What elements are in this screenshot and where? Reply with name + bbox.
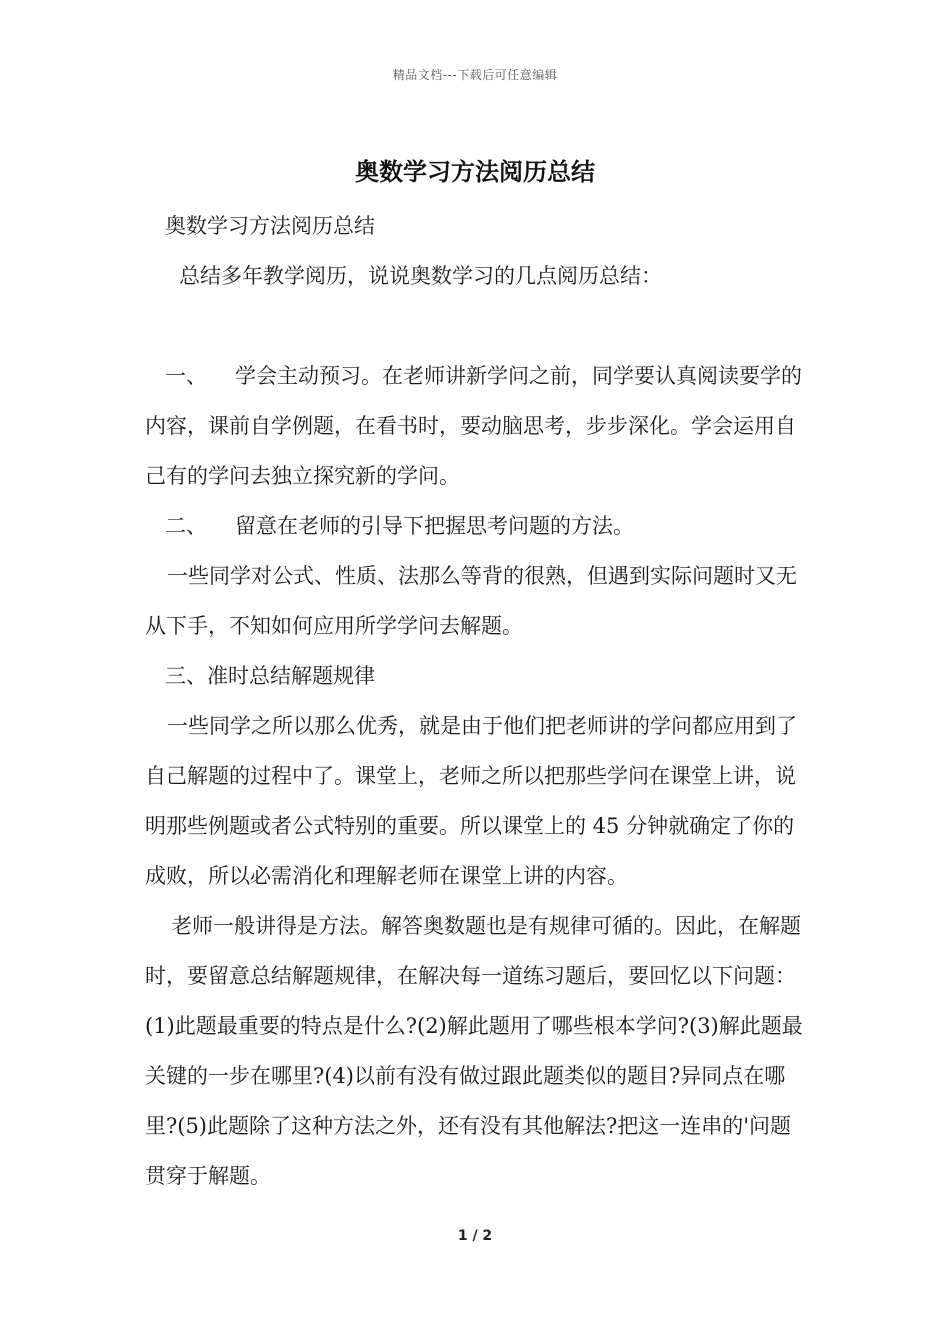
section-2-heading <box>145 501 810 551</box>
spacer <box>145 301 810 351</box>
page-header: 精品文档---下载后可任意编辑 <box>392 68 558 82</box>
page-number: 1 / 2 <box>457 1228 493 1244</box>
section-1-paragraph <box>145 351 810 501</box>
intro-paragraph: 总结多年教学阅历，说说奥数学习的几点阅历总结： <box>179 264 662 288</box>
document-title: 奥数学习方法阅历总结 <box>355 157 595 186</box>
section-3-body-1: 一些同学之所以那么优秀，就是由于他们把老师讲的学问都应用到了自己解题的过程中了。课堂上，老师之所以把那些学问在课堂上讲，说明那些例题或者公式特别的重要。所以课堂上的 45 分钟就确定了你的成败，所以必需消化和理解老师在课堂上讲的内容。 <box>145 714 797 888</box>
section-2-body: 一些同学对公式、性质、法那么等背的很熟，但遇到实际问题时又无从下手，不知如何应用所学学问去解题。 <box>145 564 797 638</box>
section-1-number: 一、 <box>165 364 207 388</box>
section-2-number: 二、 <box>165 514 207 538</box>
section-3-heading: 三、准时总结解题规律 <box>165 664 375 688</box>
document-subtitle: 奥数学习方法阅历总结 <box>165 214 375 238</box>
section-1-text: 学会主动预习。在老师讲新学问之前，同学要认真阅读要学的内容，课前自学例题，在看书时，要动脑思考，步步深化。学会运用自己有的学问去独立探究新的学问。 <box>145 364 802 488</box>
section-2-heading-text: 留意在老师的引导下把握思考问题的方法。 <box>235 514 634 538</box>
section-3-body-2: 老师一般讲得是方法。解答奥数题也是有规律可循的。因此，在解题时，要留意总结解题规律，在解决每一道练习题后，要回忆以下问题：(1)此题最重要的特点是什么?(2)解此题用了哪些根本学问?(3)解此题最关键的一步在哪里?(4)以前有没有做过跟此题类似的题目?异同点在哪里?(5)此题除了这种方法之外，还有没有其他解法?把这一连串的'问题贯穿于解题。 <box>145 914 803 1188</box>
document-body <box>145 201 810 1201</box>
